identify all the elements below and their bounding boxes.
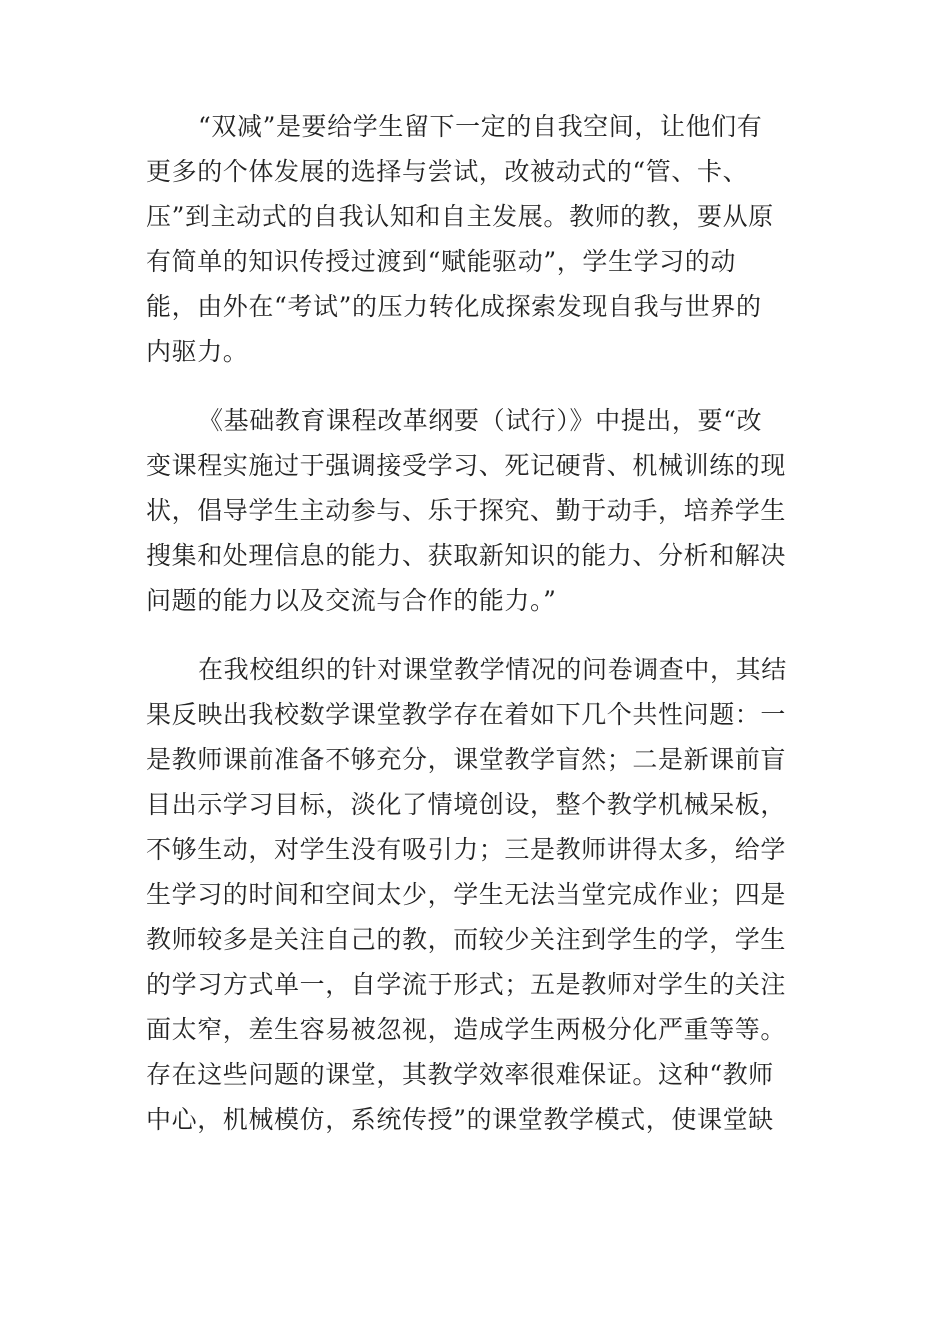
text-line: 生学习的时间和空间太少，学生无法当堂完成作业；四是 — [146, 880, 787, 909]
document-body — [146, 104, 786, 1187]
text-line: 是教师课前准备不够充分，课堂教学盲然；二是新课前盲 — [146, 745, 787, 774]
text-line: 问题的能力以及交流与合作的能力。” — [146, 586, 557, 615]
text-line: 中心，机械模仿，系统传授”的课堂教学模式，使课堂缺 — [146, 1105, 774, 1134]
text-line: 变课程实施过于强调接受学习、死记硬背、机械训练的现 — [146, 451, 787, 480]
paragraph-spacer — [146, 374, 786, 398]
text-line: 不够生动，对学生没有吸引力；三是教师讲得太多，给学 — [146, 835, 787, 864]
text-line: 有简单的知识传授过渡到“赋能驱动”，学生学习的动 — [146, 247, 736, 276]
paragraph-double-reduction — [146, 104, 786, 374]
text-line: 更多的个体发展的选择与尝试，改被动式的“管、卡、 — [146, 157, 749, 186]
text-line: 目出示学习目标，淡化了情境创设，整个教学机械呆板， — [146, 790, 787, 819]
text-line: 存在这些问题的课堂，其教学效率很难保证。这种“教师 — [146, 1060, 774, 1089]
paragraph-spacer — [146, 623, 786, 647]
paragraph-curriculum-reform — [146, 398, 786, 623]
text-line: 面太窄，差生容易被忽视，造成学生两极分化严重等等。 — [146, 1015, 787, 1044]
text-line: 状，倡导学生主动参与、乐于探究、勤于动手，培养学生 — [146, 496, 787, 525]
text-line: 在我校组织的针对课堂教学情况的问卷调查中，其结 — [198, 655, 787, 684]
paragraph-survey-findings — [146, 647, 786, 1187]
text-line: 教师较多是关注自己的教，而较少关注到学生的学，学生 — [146, 925, 787, 954]
text-line: “双减”是要给学生留下一定的自我空间，让他们有 — [198, 112, 763, 141]
text-line: 压”到主动式的自我认知和自主发展。教师的教，要从原 — [146, 202, 774, 231]
text-line — [146, 1142, 786, 1187]
text-line: 的学习方式单一，自学流于形式；五是教师对学生的关注 — [146, 970, 787, 999]
text-line: 能，由外在“考试”的压力转化成探索发现自我与世界的 — [146, 292, 762, 321]
text-line: 内驱力。 — [146, 337, 249, 366]
text-line: 搜集和处理信息的能力、获取新知识的能力、分析和解决 — [146, 541, 787, 570]
text-line: 《基础教育课程改革纲要（试行）》中提出，要“改 — [198, 406, 763, 435]
text-line: 果反映出我校数学课堂教学存在着如下几个共性问题：一 — [146, 700, 787, 729]
